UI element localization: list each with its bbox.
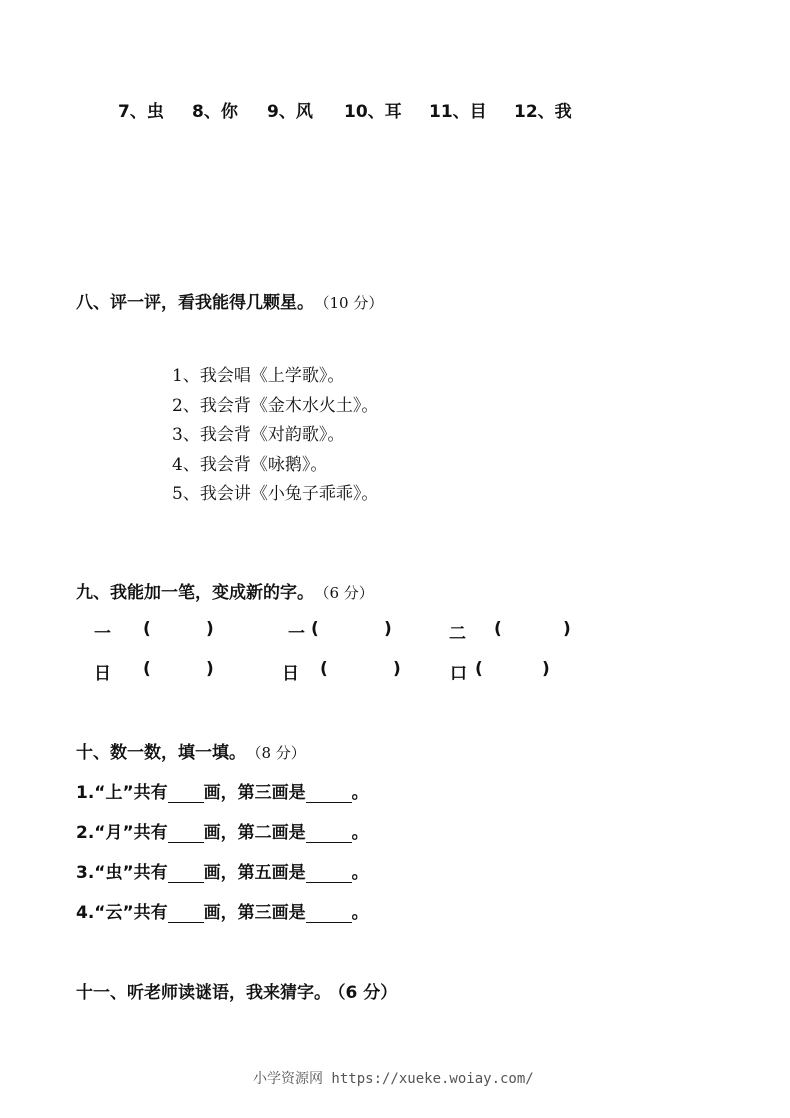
paren-open: (	[475, 659, 483, 679]
paren-open: (	[311, 619, 319, 639]
paren-close: )	[206, 659, 214, 679]
base-char: 一	[94, 624, 111, 644]
item-prefix: 3.“虫”共有	[76, 863, 168, 883]
section-8-heading	[76, 288, 383, 313]
section-10-heading	[76, 738, 306, 763]
paren-open: (	[143, 619, 151, 639]
item-end: 。	[351, 823, 369, 843]
list-item: 4、我会背《咏鹅》。	[172, 455, 328, 475]
base-char: 日	[282, 664, 299, 684]
paren-open: (	[494, 619, 502, 639]
list-item: 1、我会唱《上学歌》。	[172, 366, 345, 386]
fill-item	[76, 818, 369, 843]
blank-stroke-name[interactable]	[306, 786, 352, 803]
section-points: （10 分）	[322, 294, 384, 312]
paren-open: (	[143, 659, 151, 679]
char-item: 7、虫	[118, 102, 164, 122]
paren-close: )	[393, 659, 401, 679]
base-char: 二	[449, 624, 466, 644]
list-item: 3、我会背《对韵歌》。	[172, 425, 345, 445]
char-item: 9、风	[267, 102, 313, 122]
section-points: （6 分）	[322, 584, 374, 602]
item-prefix: 4.“云”共有	[76, 903, 168, 923]
item-end: 。	[351, 863, 369, 883]
section-title: 八、评一评，看我能得几颗星。	[76, 293, 314, 313]
fill-item	[76, 858, 369, 883]
item-end: 。	[351, 783, 369, 803]
blank-stroke-name[interactable]	[306, 866, 352, 883]
paren-open: (	[320, 659, 328, 679]
char-item: 10、耳	[344, 102, 402, 122]
item-middle: 画，第三画是	[203, 903, 306, 923]
blank-stroke-count[interactable]	[168, 866, 204, 883]
item-middle: 画，第三画是	[203, 783, 306, 803]
section-11-heading	[76, 978, 397, 1003]
char-item: 12、我	[514, 102, 572, 122]
base-char: 日	[94, 664, 111, 684]
section-9-heading	[76, 578, 374, 603]
paren-close: )	[542, 659, 550, 679]
paren-close: )	[563, 619, 571, 639]
item-middle: 画，第二画是	[203, 823, 306, 843]
fill-item	[76, 778, 369, 803]
blank-stroke-name[interactable]	[306, 906, 352, 923]
list-item: 2、我会背《金木水火土》。	[172, 396, 379, 416]
base-char: 一	[288, 624, 305, 644]
list-item: 5、我会讲《小兔子乖乖》。	[172, 484, 379, 504]
base-char: 口	[450, 664, 467, 684]
item-prefix: 2.“月”共有	[76, 823, 168, 843]
char-item: 8、你	[192, 102, 238, 122]
section-points: （8 分）	[254, 744, 306, 762]
item-end: 。	[351, 903, 369, 923]
section-title: 十一、听老师读谜语，我来猜字。	[76, 983, 331, 1003]
char-item: 11、目	[429, 102, 487, 122]
item-middle: 画，第五画是	[203, 863, 306, 883]
blank-stroke-count[interactable]	[168, 786, 204, 803]
fill-item	[76, 898, 369, 923]
paren-close: )	[384, 619, 392, 639]
footer-watermark: 小学资源网 https://xueke.woiay.com/	[253, 1071, 534, 1087]
paren-close: )	[206, 619, 214, 639]
blank-stroke-count[interactable]	[168, 826, 204, 843]
blank-stroke-name[interactable]	[306, 826, 352, 843]
blank-stroke-count[interactable]	[168, 906, 204, 923]
section-title: 十、数一数，填一填。	[76, 743, 246, 763]
section-title: 九、我能加一笔，变成新的字。	[76, 583, 314, 603]
item-prefix: 1.“上”共有	[76, 783, 168, 803]
section-points: （6 分）	[337, 983, 398, 1003]
